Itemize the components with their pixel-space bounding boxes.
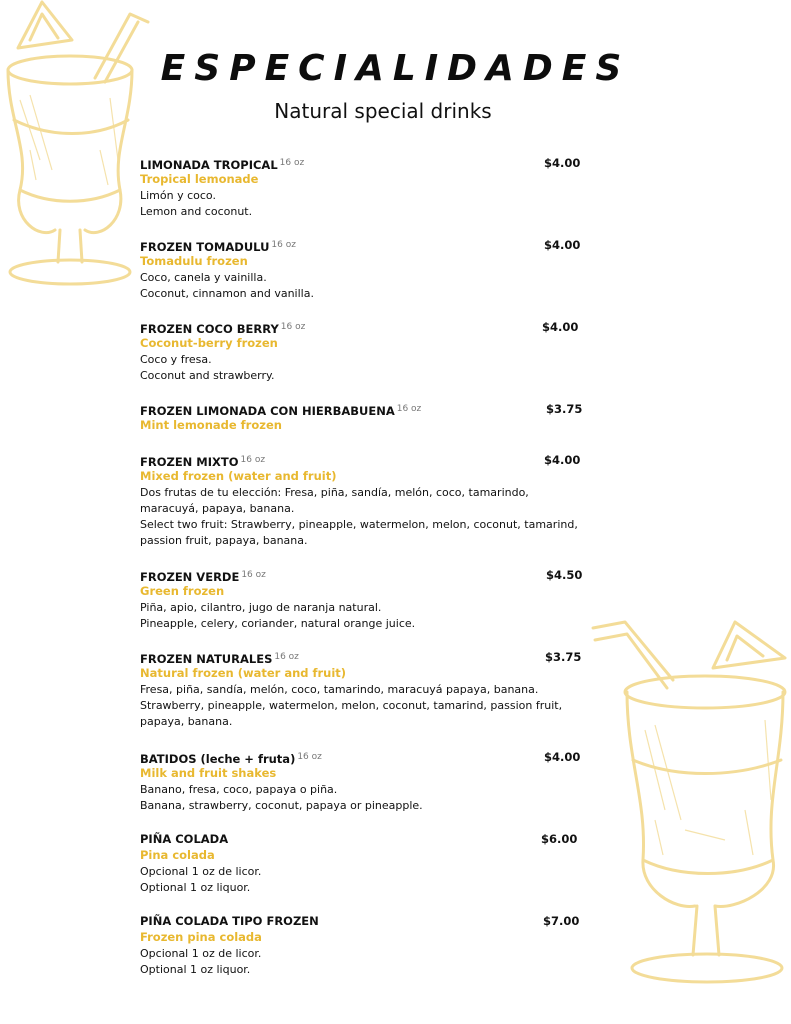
drink-english-name: Natural frozen (water and fruit)	[140, 666, 347, 680]
drink-name-text: FROZEN LIMONADA CON HIERBABUENA	[140, 404, 395, 418]
drink-description-line: Coconut, cinnamon and vanilla.	[140, 287, 314, 300]
drink-english-name: Mixed frozen (water and fruit)	[140, 469, 337, 483]
drink-description-line: Lemon and coconut.	[140, 205, 253, 218]
page-subtitle: Natural special drinks	[274, 99, 492, 123]
drink-description-line: Banana, strawberry, coconut, papaya or pineapple.	[140, 799, 423, 812]
drink-price: $3.75	[545, 650, 582, 664]
drink-description-line: Coconut and strawberry.	[140, 369, 275, 382]
drink-english-name: Tomadulu frozen	[140, 254, 248, 268]
menu-item	[140, 649, 640, 730]
drink-size: 16 oz	[297, 752, 322, 762]
drink-description-line: Strawberry, pineapple, watermelon, melon, coconut, tamarind, passion fruit,	[140, 699, 563, 712]
drink-description-line: Optional 1 oz liquor.	[140, 963, 251, 976]
menu-item	[140, 831, 640, 896]
drink-price: $4.00	[544, 453, 581, 467]
drink-size: 16 oz	[280, 322, 306, 332]
drink-description-line: maracuyá, papaya, banana.	[140, 502, 295, 515]
drink-name-text: FROZEN MIXTO	[140, 455, 239, 469]
drink-description-line: Fresa, piña, sandía, melón, coco, tamarindo, maracuyá papaya, banana.	[140, 683, 539, 696]
drink-size: 16 oz	[396, 404, 422, 414]
drink-english-name: Green frozen	[140, 584, 225, 598]
menu-item	[140, 567, 640, 632]
drink-size: 16 oz	[271, 240, 296, 250]
drink-name-text: FROZEN NATURALES	[140, 652, 273, 666]
page-title: ESPECIALIDADES	[160, 48, 631, 89]
drink-description-line: Coco y fresa.	[140, 353, 212, 366]
drink-english-name: Frozen pina colada	[140, 930, 262, 944]
drink-name-text: FROZEN TOMADULU	[140, 240, 270, 254]
drink-name-text: LIMONADA TROPICAL	[140, 158, 278, 172]
menu-item	[140, 155, 640, 220]
drink-description-line: Select two fruit: Strawberry, pineapple, watermelon, melon, coconut, tamarind,	[140, 518, 578, 531]
drink-description-line: Piña, apio, cilantro, jugo de naranja natural.	[140, 601, 382, 614]
drink-price: $3.75	[546, 402, 583, 416]
drink-price: $4.00	[542, 320, 579, 334]
drink-description-line: passion fruit, papaya, banana.	[140, 534, 308, 547]
drink-size: 16 oz	[241, 570, 266, 580]
menu-item	[140, 452, 640, 549]
drink-price: $4.50	[546, 568, 583, 582]
drink-name-text: BATIDOS (leche + fruta)	[140, 752, 296, 766]
menu-item	[140, 913, 640, 978]
drink-price: $4.00	[544, 238, 581, 252]
drink-description-line: Coco, canela y vainilla.	[140, 271, 267, 284]
drink-price: $7.00	[543, 914, 580, 928]
drink-price: $4.00	[544, 156, 581, 170]
drink-english-name: Milk and fruit shakes	[140, 766, 277, 780]
menu-item	[140, 401, 640, 434]
cocktail-glass-illustration-left	[0, 0, 160, 300]
drink-english-name: Tropical lemonade	[140, 172, 259, 186]
drink-size: 16 oz	[274, 652, 299, 662]
drink-english-name: Pina colada	[140, 848, 215, 862]
menu-item	[140, 237, 640, 302]
drink-description-line: Limón y coco.	[140, 189, 216, 202]
drink-description-line: Pineapple, celery, coriander, natural orange juice.	[140, 617, 416, 630]
drink-price: $4.00	[544, 750, 581, 764]
drink-name-text: PIÑA COLADA TIPO FROZEN	[140, 914, 319, 928]
drink-description-line: Dos frutas de tu elección: Fresa, piña, sandía, melón, coco, tamarindo,	[140, 486, 529, 499]
drink-english-name: Mint lemonade frozen	[140, 418, 282, 432]
drink-description-line: Opcional 1 oz de licor.	[140, 947, 262, 960]
drink-description-line: Banano, fresa, coco, papaya o piña.	[140, 783, 338, 796]
drink-price: $6.00	[541, 832, 578, 846]
drink-description-line: Optional 1 oz liquor.	[140, 881, 251, 894]
drink-description-line: Opcional 1 oz de licor.	[140, 865, 262, 878]
drink-size: 16 oz	[279, 158, 305, 168]
menu-item	[140, 749, 640, 814]
drink-size: 16 oz	[240, 455, 266, 465]
drink-description-line: papaya, banana.	[140, 715, 233, 728]
drink-name-text: FROZEN COCO BERRY	[140, 322, 279, 336]
drink-name-text: PIÑA COLADA	[140, 832, 229, 846]
menu-item	[140, 319, 640, 384]
drink-name-text: FROZEN VERDE	[140, 570, 240, 584]
drink-english-name: Coconut-berry frozen	[140, 336, 278, 350]
